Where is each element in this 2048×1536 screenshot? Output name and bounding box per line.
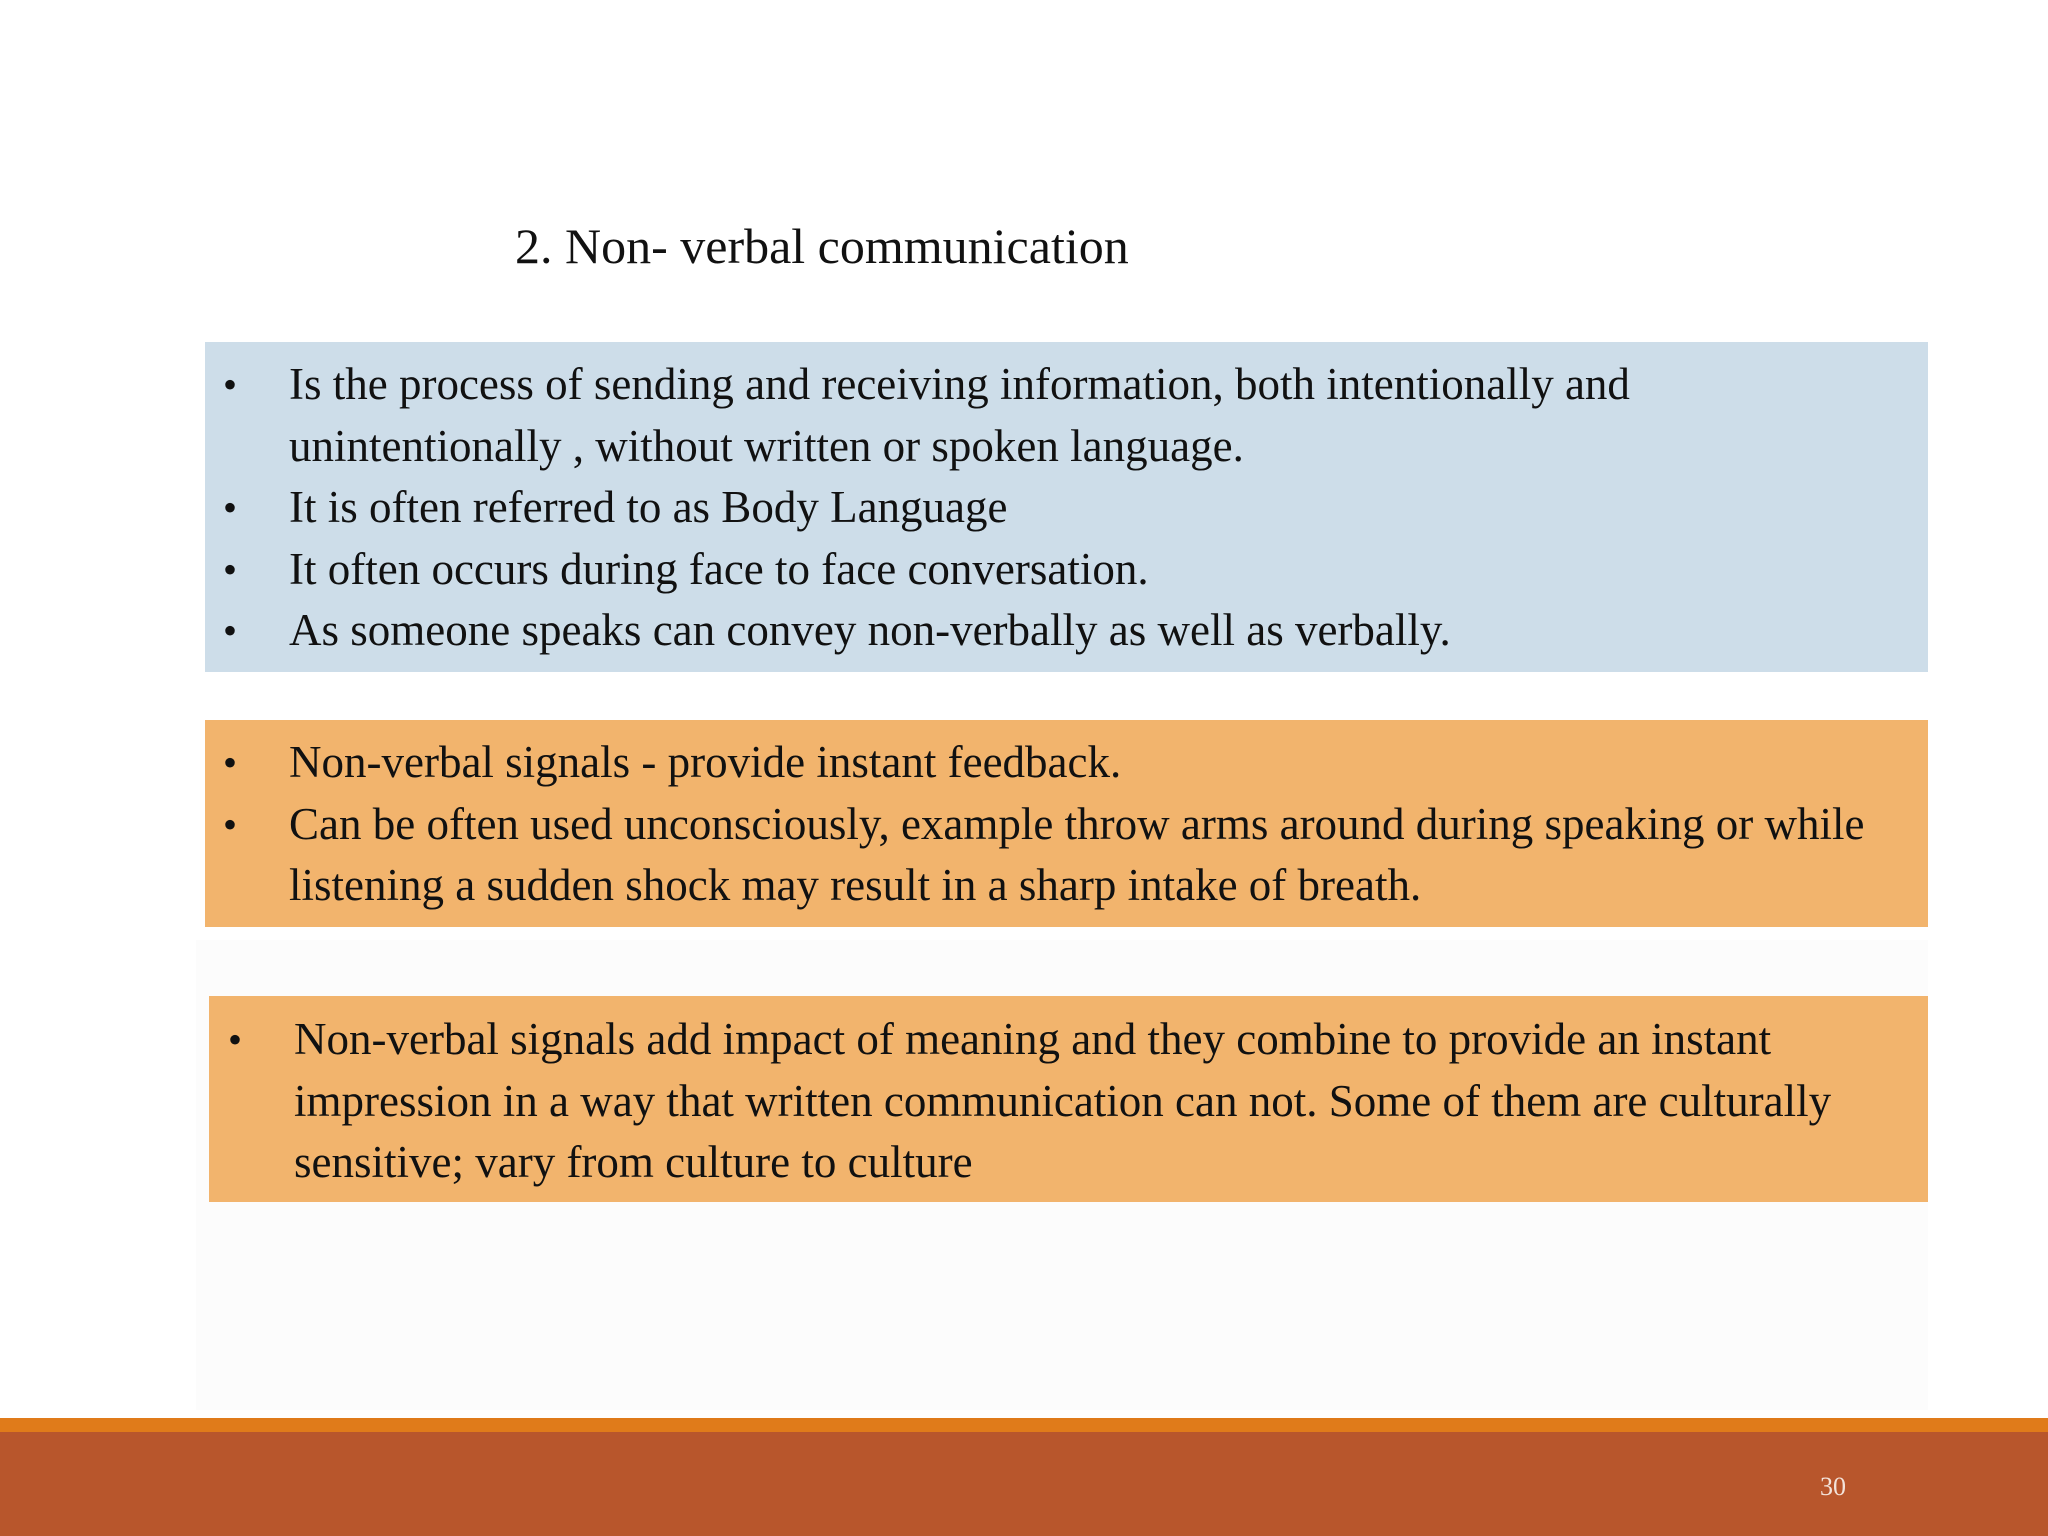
definition-list: [205, 354, 1928, 662]
impact-box: [209, 996, 1928, 1202]
signals-list: [205, 732, 1928, 917]
bullet-icon: •: [223, 362, 238, 407]
bullet-icon: •: [223, 546, 238, 592]
list-item: [205, 600, 1928, 662]
list-item: [205, 732, 1928, 794]
slide-title: 2. Non- verbal communication: [515, 218, 1129, 274]
footer-stripe: [0, 1418, 2048, 1432]
list-item: [205, 794, 1928, 917]
signals-box: [205, 720, 1928, 927]
list-item-text: Can be often used unconsciously, example throw arms around during speaking or while listening a sudden shock may result in a sharp intake of breath.: [289, 798, 1865, 910]
list-item-text: It is often referred to as Body Language: [289, 482, 1008, 532]
list-item: [209, 1009, 1928, 1194]
list-item: [205, 354, 1928, 477]
list-item-text: It often occurs during face to face conversation.: [289, 543, 1149, 594]
impact-list: [209, 1009, 1928, 1194]
definition-box: [205, 342, 1928, 672]
list-item-text: Is the process of sending and receiving information, both intentionally and unintentionally , without written or spoken language.: [289, 359, 1630, 471]
footer-bar: [0, 1432, 2048, 1536]
bullet-icon: •: [228, 1017, 243, 1062]
list-item-text: Non-verbal signals - provide instant feedback.: [289, 737, 1122, 787]
bullet-icon: •: [223, 485, 238, 530]
list-item-text: As someone speaks can convey non-verbally as well as verbally.: [289, 605, 1451, 655]
page-number: 30: [1820, 1472, 1846, 1501]
list-item: [205, 539, 1928, 601]
list-item: [205, 477, 1928, 539]
bullet-icon: •: [223, 608, 238, 653]
bullet-icon: •: [223, 740, 238, 785]
bullet-icon: •: [223, 801, 238, 847]
list-item-text: Non-verbal signals add impact of meaning and they combine to provide an instant impression in a way that written communication can not. Some of them are culturally sensitive; vary from culture to culture: [294, 1014, 1832, 1187]
